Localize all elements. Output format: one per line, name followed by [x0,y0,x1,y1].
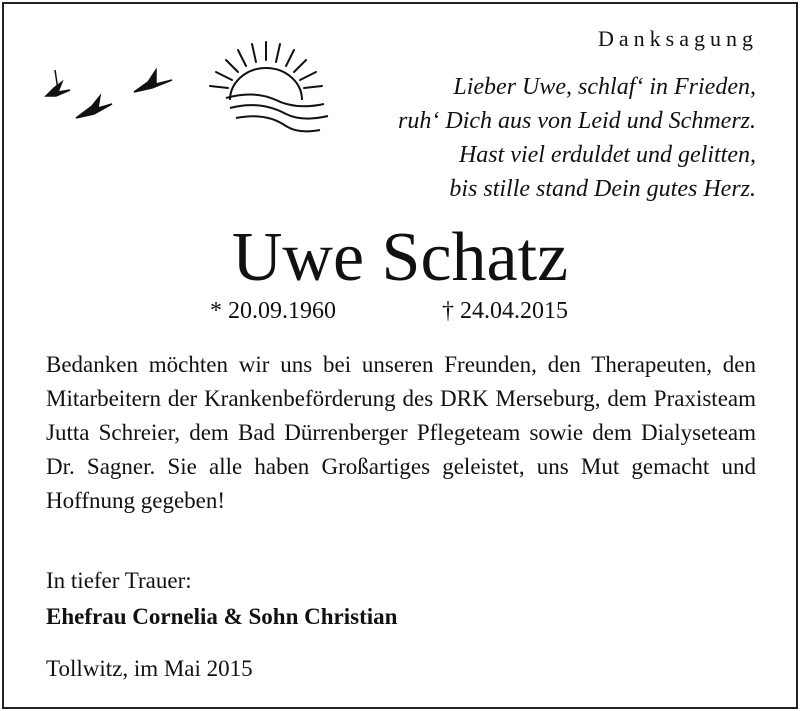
bird-icon [46,70,70,96]
death-date: † 24.04.2015 [442,298,568,324]
signatories: Ehefrau Cornelia & Sohn Christian [46,604,398,629]
place-date: Tollwitz, im Mai 2015 [46,656,253,681]
poem [398,70,756,206]
bird-icon [76,96,112,118]
poem-line: Hast viel erduldet und gelitten, [458,142,756,168]
deceased-name: Uwe Schatz [231,219,569,296]
poem-line: Lieber Uwe, schlaf‘ in Frieden, [453,74,756,100]
notice-heading: Danksagung [598,26,758,51]
bird-icon [134,70,172,92]
poem-line: ruh‘ Dich aus von Leid und Schmerz. [398,108,756,134]
mourning-phrase: In tiefer Trauer: [46,568,192,593]
sun-hills-icon [226,68,328,131]
sunset-birds-icon [40,30,340,140]
birth-date: * 20.09.1960 [210,298,336,324]
thanks-paragraph: Bedanken möchten wir uns bei unseren Freunden, den Therapeuten, den Mitarbeitern der Krankenbeförderung des DRK Merseburg, dem Praxisteam Jutta Schreier, dem Bad Dürrenberger Pflegeteam sowie dem Dialyseteam Dr. Sagner. Sie alle haben Großartiges geleistet, uns Mut gemacht und Hoffnung gegeben! [46,352,756,513]
poem-line: bis stille stand Dein gutes Herz. [449,176,756,202]
sun-rays-icon [210,42,322,88]
